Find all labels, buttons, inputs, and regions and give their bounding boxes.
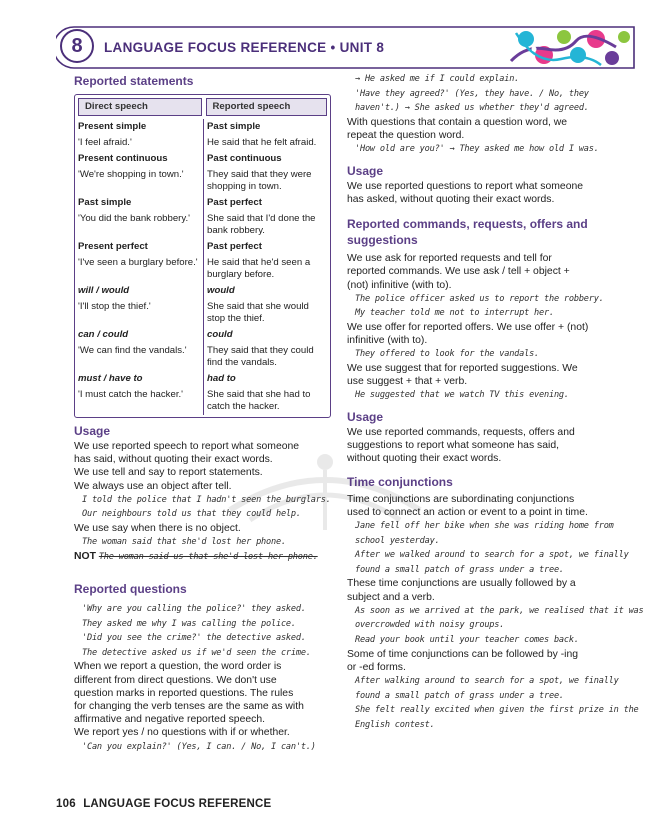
direct-speech-cell: 'I feel afraid.': [78, 137, 132, 148]
reported-speech-cell: Past perfect: [207, 197, 262, 208]
body-text: We report yes / no questions with if or whether.: [74, 727, 290, 739]
example-sentence: After we walked around to search for a spot, we finally: [355, 550, 629, 561]
reported-speech-cell: They said that they were shopping in town.: [207, 169, 312, 192]
body-text: When we report a question, the word order is: [74, 661, 282, 673]
section-heading-usage-2: Usage: [347, 163, 384, 178]
col-header-reported: Reported speech: [206, 98, 328, 116]
body-text: repeat the question word.: [347, 129, 465, 141]
body-text: has said, without quoting their exact words.: [74, 454, 273, 466]
direct-speech-cell: 'I'll stop the thief.': [78, 301, 151, 312]
reported-speech-cell: had to: [207, 373, 236, 384]
reported-speech-cell: He said that he felt afraid.: [207, 137, 317, 148]
reported-speech-cell: Past simple: [207, 121, 261, 132]
body-text: use suggest + that + verb.: [347, 376, 468, 388]
body-text: subject and a verb.: [347, 591, 435, 603]
direct-speech-cell: 'I've seen a burglary before.': [78, 257, 198, 268]
example-sentence: 'Did you see the crime?' the detective asked.: [82, 633, 306, 644]
example-sentence: haven't.) → She asked us whether they'd agreed.: [355, 103, 589, 114]
body-text: or -ed forms.: [347, 661, 406, 673]
table-row: [75, 387, 330, 415]
direct-speech-cell: Present continuous: [78, 153, 168, 164]
section-heading-reported-commands: [347, 216, 627, 248]
table-row: [75, 151, 330, 167]
usage-section-2: [347, 164, 627, 206]
footer-label: LANGUAGE FOCUS REFERENCE: [83, 798, 272, 810]
reported-speech-cell: She said that she had to catch the hacker.: [207, 389, 311, 412]
direct-speech-cell: 'You did the bank robbery.': [78, 213, 190, 224]
table-row: [75, 327, 330, 343]
direct-speech-cell: 'We can find the vandals.': [78, 345, 187, 356]
body-text: question marks in reported questions. The rules: [74, 687, 294, 699]
table-row: [75, 135, 330, 151]
reported-speech-cell: They said that they could find the vandals.: [207, 345, 314, 368]
table-row: [75, 371, 330, 387]
usage-section-1: [74, 424, 336, 564]
direct-speech-cell: Present simple: [78, 121, 147, 132]
example-sentence: She felt really excited when given the first prize in the: [355, 705, 639, 716]
body-text: We use reported questions to report what someone: [347, 180, 584, 192]
table-row: [75, 119, 330, 135]
direct-speech-cell: Present perfect: [78, 241, 148, 252]
body-text: These time conjunctions are usually followed by a: [347, 578, 576, 590]
page-number: 106: [56, 798, 76, 810]
example-sentence: 'Have they agreed?' (Yes, they have. / No, they: [355, 88, 589, 99]
example-sentence: They offered to look for the vandals.: [355, 349, 540, 360]
body-text: We use say when there is no object.: [74, 523, 241, 534]
body-text: has asked, without quoting their exact words.: [347, 193, 555, 205]
body-text: different from direct questions. We don't use: [74, 674, 277, 686]
reported-statements-table: [75, 98, 330, 415]
example-sentence: 'How old are you?' → They asked me how old I was.: [355, 144, 599, 155]
example-sentence: I told the police that I hadn't seen the burglars.: [82, 494, 331, 505]
direct-speech-cell: can / could: [78, 329, 129, 340]
table-row: [75, 255, 330, 283]
table-row: [75, 211, 330, 239]
reported-speech-cell: She said that she would stop the thief.: [207, 301, 309, 324]
time-conjunctions-section: [347, 474, 644, 733]
incorrect-example: The woman said us that she'd lost her phone.: [98, 551, 318, 562]
table-row: [75, 239, 330, 255]
page-footer: [56, 798, 271, 810]
reported-commands-section: [347, 216, 627, 403]
example-sentence: 'Can you explain?' (Yes, I can. / No, I can't.): [82, 741, 316, 752]
body-text: We use offer for reported offers. We use offer + (not): [347, 321, 589, 333]
body-text: without quoting their exact words.: [347, 453, 502, 465]
left-column: [74, 74, 336, 754]
heading-line-1: Reported commands, requests, offers and: [347, 217, 588, 232]
section-heading-time-conjunctions: Time conjunctions: [347, 474, 453, 489]
body-text: reported commands. We use ask / tell + object +: [347, 266, 570, 278]
reported-speech-cell: Past continuous: [207, 153, 282, 164]
body-text: We always use an object after tell.: [74, 480, 232, 492]
example-sentence: English contest.: [355, 719, 435, 730]
reported-speech-cell: He said that he'd seen a burglary before.: [207, 257, 311, 280]
col-header-direct: Direct speech: [78, 98, 202, 116]
example-sentence: The police officer asked us to report the robbery.: [355, 293, 604, 304]
example-sentence: Read your book until your teacher comes back.: [355, 634, 579, 645]
section-heading-usage-3: Usage: [347, 409, 384, 424]
reported-speech-cell: Past perfect: [207, 241, 262, 252]
body-text: Time conjunctions are subordinating conjunctions: [347, 493, 575, 505]
section-heading-reported-statements: Reported statements: [74, 74, 194, 88]
table-row: [75, 299, 330, 327]
direct-speech-cell: must / have to: [78, 373, 143, 384]
not-example: [74, 550, 336, 564]
table-row: [75, 343, 330, 371]
reported-speech-cell: could: [207, 329, 233, 340]
body-text: suggestions to report what someone has said,: [347, 440, 559, 452]
right-column: [347, 72, 644, 732]
example-sentence: overcrowded with noisy groups.: [355, 620, 505, 631]
example-sentence: After walking around to search for a spot, we finally: [355, 675, 619, 686]
reported-speech-cell: would: [207, 285, 235, 296]
example-sentence: Jane fell off her bike when she was riding home from: [355, 521, 614, 531]
body-text: We use reported speech to report what someone: [74, 441, 300, 452]
example-sentence: The woman said that she'd lost her phone.: [82, 537, 286, 548]
body-text: We use reported commands, requests, offers and: [347, 426, 575, 438]
example-sentence: The detective asked us if we'd seen the crime.: [82, 647, 311, 658]
table-row: [75, 195, 330, 211]
reported-speech-cell: She said that I'd done the bank robbery.: [207, 213, 316, 236]
page-header: [56, 25, 636, 70]
body-text: affirmative and negative reported speech.: [74, 714, 265, 726]
example-sentence: They asked me why I was calling the police.: [82, 618, 296, 629]
example-sentence: school yesterday.: [355, 535, 440, 546]
page-title: LANGUAGE FOCUS REFERENCE • UNIT 8: [104, 40, 385, 55]
example-sentence: 'Why are you calling the police?' they asked.: [82, 604, 306, 614]
table-row: [75, 167, 330, 195]
body-text: We use suggest that for reported suggestions. We: [347, 362, 578, 374]
example-sentence: found a small patch of grass under a tree.: [355, 564, 564, 575]
unit-number-badge: 8: [60, 29, 94, 63]
reported-statements-table-frame: [74, 94, 331, 418]
body-text: Some of time conjunctions can be followed by -ing: [347, 648, 579, 660]
example-sentence: Our neighbours told us that they could help.: [82, 509, 301, 520]
reported-questions-section: [74, 582, 336, 754]
direct-speech-cell: 'We're shopping in town.': [78, 169, 184, 180]
body-text: for changing the verb tenses are the same as with: [74, 700, 304, 712]
section-heading-reported-questions: Reported questions: [74, 582, 187, 596]
example-sentence: He suggested that we watch TV this evening.: [355, 390, 569, 401]
example-sentence: My teacher told me not to interrupt her.: [355, 308, 554, 319]
usage-section-3: [347, 410, 627, 466]
body-text: With questions that contain a question word, we: [347, 116, 568, 128]
body-text: infinitive (with to).: [347, 335, 428, 347]
body-text: We use ask for reported requests and tell for: [347, 253, 552, 265]
body-text: used to connect an action or event to a point in time.: [347, 506, 588, 518]
table-row: [75, 283, 330, 299]
example-sentence: → He asked me if I could explain.: [355, 74, 520, 84]
direct-speech-cell: will / would: [78, 285, 130, 296]
section-heading-usage: Usage: [74, 424, 111, 438]
direct-speech-cell: Past simple: [78, 197, 132, 208]
not-label: NOT: [74, 550, 96, 562]
heading-line-2: suggestions: [347, 233, 418, 248]
example-sentence: found a small patch of grass under a tree.: [355, 690, 564, 701]
example-sentence: As soon as we arrived at the park, we realised that it was: [355, 605, 644, 616]
body-text: (not) infinitive (with to).: [347, 279, 452, 291]
body-text: We use tell and say to report statements.: [74, 467, 263, 479]
direct-speech-cell: 'I must catch the hacker.': [78, 389, 183, 400]
